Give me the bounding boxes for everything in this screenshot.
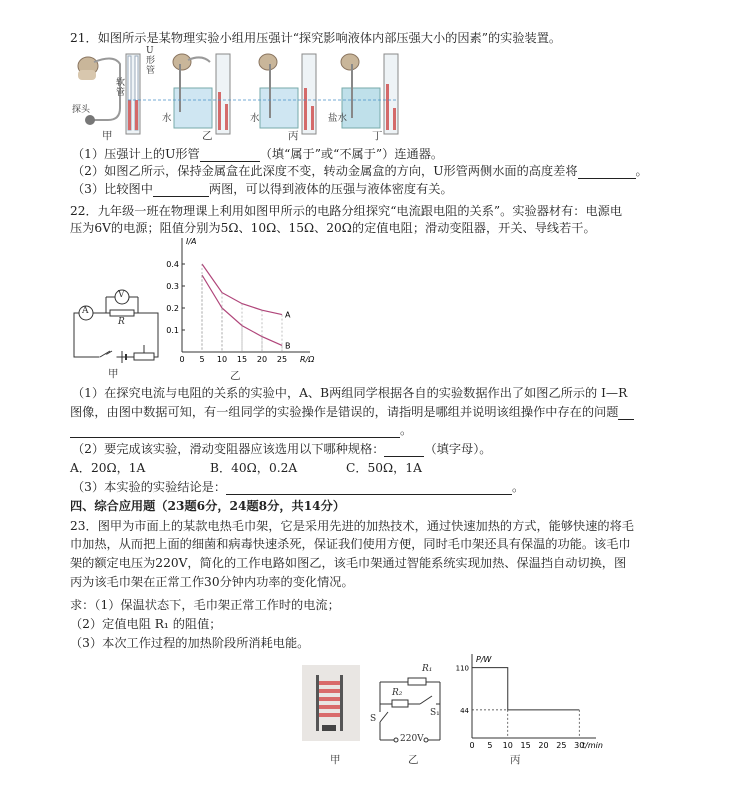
figure-jia-manometer bbox=[78, 54, 140, 134]
figure-ding-beaker bbox=[341, 54, 398, 134]
q21-sub2-blank[interactable] bbox=[578, 166, 636, 179]
q22-sub3-tail: 。 bbox=[512, 480, 525, 494]
caption-ding: 丁 bbox=[372, 130, 383, 142]
voltage-label: 220V bbox=[400, 734, 424, 744]
q22-sub1-line1: （1）在探究电流与电阻的关系的实验中，A、B两组同学根据各自的实验数据作出了如图乙所示的 I—R bbox=[72, 386, 628, 400]
x-tick-label: 5 bbox=[487, 741, 493, 750]
water-label-bing: 水 bbox=[250, 113, 260, 124]
water-label-yi: 水 bbox=[162, 113, 172, 124]
switch-s1-label: S₁ bbox=[430, 708, 440, 718]
q21-sub3-text: （3）比较图中 bbox=[72, 182, 153, 196]
q23-caption-jia: 甲 bbox=[330, 754, 341, 766]
x-tick-label: 20 bbox=[256, 355, 268, 364]
q22-sub1-tail: 。 bbox=[400, 423, 413, 437]
q23-line3: 架的额定电压为220V，简化的工作电路如图乙，该毛巾架通过智能系统实现加热、保温挡自动切换，图 bbox=[70, 556, 627, 570]
q22-stem-line1: 22．九年级一班在物理课上利用如图甲所示的电路分组探究“电流跟电阻的关系”。实验器材有：电源电 bbox=[70, 204, 623, 218]
q22-caption-jia: 甲 bbox=[108, 368, 119, 380]
q22-sub2-tail: （填字母）。 bbox=[424, 442, 492, 456]
u-tube-label: U形管 bbox=[146, 46, 156, 76]
series-a-line bbox=[202, 264, 282, 315]
q21-sub1 bbox=[72, 146, 443, 162]
q23-line2: 巾加热，从而把上面的细菌和病毒快速杀死，保证我们使用方便，同时毛巾架还具有保温的功能。该毛巾 bbox=[70, 537, 631, 551]
q21-sub3-blank[interactable] bbox=[153, 184, 209, 197]
x-tick-label: 0 bbox=[179, 355, 185, 364]
x-tick-label: 15 bbox=[520, 741, 531, 750]
switch-s-label: S bbox=[370, 714, 377, 724]
q22-circuit bbox=[72, 285, 162, 365]
q22-sub3 bbox=[72, 479, 524, 495]
q21-sub1-blank[interactable] bbox=[200, 149, 260, 162]
x-tick-label: 0 bbox=[469, 741, 475, 750]
q23-caption-yi: 乙 bbox=[408, 754, 419, 766]
y-tick-label: 0.2 bbox=[166, 304, 179, 313]
option-c: C．50Ω，1A bbox=[346, 461, 422, 475]
q22-sub2 bbox=[72, 441, 491, 457]
q23-ask3: （3）本次工作过程的加热阶段所消耗电能。 bbox=[70, 636, 310, 650]
salt-water-label: 盐水 bbox=[328, 113, 348, 124]
figure-yi-beaker bbox=[173, 54, 230, 134]
ir-graph bbox=[162, 232, 322, 372]
q22-sub1-blank-b[interactable] bbox=[70, 425, 400, 438]
y-tick-label: 0.3 bbox=[166, 282, 179, 291]
q21-sub2-text: （2）如图乙所示，保持金属盒在此深度不变，转动金属盒的方向，U形管两侧水面的高度差将 bbox=[72, 164, 578, 178]
q23-caption-bing: 丙 bbox=[510, 754, 521, 766]
x-tick-label: 5 bbox=[199, 355, 205, 364]
q22-sub3-blank[interactable] bbox=[226, 482, 512, 495]
q21-stem: 21．如图所示是某物理实验小组用压强计“探究影响液体内部压强大小的因素”的实验装置。 bbox=[70, 31, 562, 45]
q21-sub3-tail: 两图，可以得到液体的压强与液体密度有关。 bbox=[208, 182, 453, 196]
q23-ask1: 求：（1）保温状态下，毛巾架正常工作时的电流； bbox=[70, 598, 340, 612]
q23-line1: 23．图甲为市面上的某款电热毛巾架，它是采用先进的加热技术，通过快速加热的方式，能够快速的将毛 bbox=[70, 519, 634, 533]
figure-bing-beaker bbox=[259, 54, 316, 134]
series-b-label: B bbox=[285, 341, 291, 351]
soft-tube-label: 软管 bbox=[116, 78, 126, 98]
q22-circuit-svg bbox=[72, 285, 162, 365]
q23-line4: 丙为该毛巾架在正常工作30分钟内功率的变化情况。 bbox=[70, 575, 354, 589]
q21-sub1-tail: （填“属于”或“不属于”）连通器。 bbox=[259, 147, 444, 161]
resistor-label: R bbox=[118, 317, 125, 327]
q22-caption-yi: 乙 bbox=[230, 370, 241, 382]
caption-yi: 乙 bbox=[202, 130, 213, 142]
y-axis-label: I/A bbox=[186, 237, 197, 246]
y-tick-label: 0.1 bbox=[166, 326, 179, 335]
r2-label: R₂ bbox=[392, 688, 403, 698]
caption-bing: 丙 bbox=[288, 130, 299, 142]
q22-options bbox=[70, 460, 422, 476]
r1-label: R₁ bbox=[422, 664, 433, 674]
q22-sub1-line2 bbox=[70, 404, 634, 420]
q22-sub1-blank-a[interactable] bbox=[618, 407, 634, 420]
voltmeter-symbol: V bbox=[118, 290, 125, 300]
q22-sub1-line3 bbox=[70, 422, 412, 438]
towel-rack-illustration bbox=[302, 665, 360, 741]
series-a-label: A bbox=[285, 310, 291, 320]
q23-ask2: （2）定值电阻 R₁ 的阻值； bbox=[70, 617, 222, 631]
q21-sub2 bbox=[72, 163, 648, 179]
q22-sub1-line2-text: 图像，由图中数据可知，有一组同学的实验操作是错误的，请指明是哪组并说明该组操作中存在的问题 bbox=[70, 405, 619, 419]
q21-sub3 bbox=[72, 181, 453, 197]
q22-stem-line2: 压为6V的电源；阻值分别为5Ω、10Ω、15Ω、20Ω的定值电阻；滑动变阻器，开关、导线若干。 bbox=[70, 221, 596, 235]
x-axis-label: R/Ω bbox=[300, 355, 315, 364]
towel-rack-photo bbox=[302, 665, 360, 741]
probe-label: 探头 bbox=[72, 105, 91, 115]
q22-sub2-text: （2）要完成该实验，滑动变阻器应该选用以下哪种规格： bbox=[72, 442, 385, 456]
q22-sub3-text: （3）本实验的实验结论是： bbox=[72, 480, 227, 494]
x-tick-label: 25 bbox=[276, 355, 288, 364]
section-4-heading: 四、综合应用题（23题6分，24题8分，共14分） bbox=[70, 499, 346, 513]
power-time-graph bbox=[450, 654, 610, 750]
power-line bbox=[472, 668, 579, 710]
caption-jia: 甲 bbox=[102, 130, 113, 142]
x-tick-label: 25 bbox=[556, 741, 567, 750]
x-axis-label: t/min bbox=[582, 741, 603, 750]
x-tick-label: 30 bbox=[574, 741, 585, 750]
y-axis-label: P/W bbox=[476, 655, 492, 664]
x-tick-label: 10 bbox=[502, 741, 513, 750]
ammeter-symbol: A bbox=[82, 306, 89, 316]
x-tick-label: 20 bbox=[538, 741, 549, 750]
x-tick-label: 10 bbox=[216, 355, 228, 364]
x-tick-label: 15 bbox=[236, 355, 248, 364]
option-a: A．20Ω，1A bbox=[70, 461, 146, 475]
q21-sub2-tail: 。 bbox=[635, 164, 648, 178]
option-b: B．40Ω，0.2A bbox=[210, 461, 298, 475]
q21-sub1-text: （1）压强计上的U形管 bbox=[72, 147, 200, 161]
y-tick-label: 44 bbox=[460, 706, 469, 715]
y-tick-label: 110 bbox=[455, 664, 469, 673]
y-tick-label: 0.4 bbox=[166, 260, 179, 269]
q23-circuit bbox=[370, 662, 450, 748]
q22-sub2-blank[interactable] bbox=[384, 444, 424, 457]
